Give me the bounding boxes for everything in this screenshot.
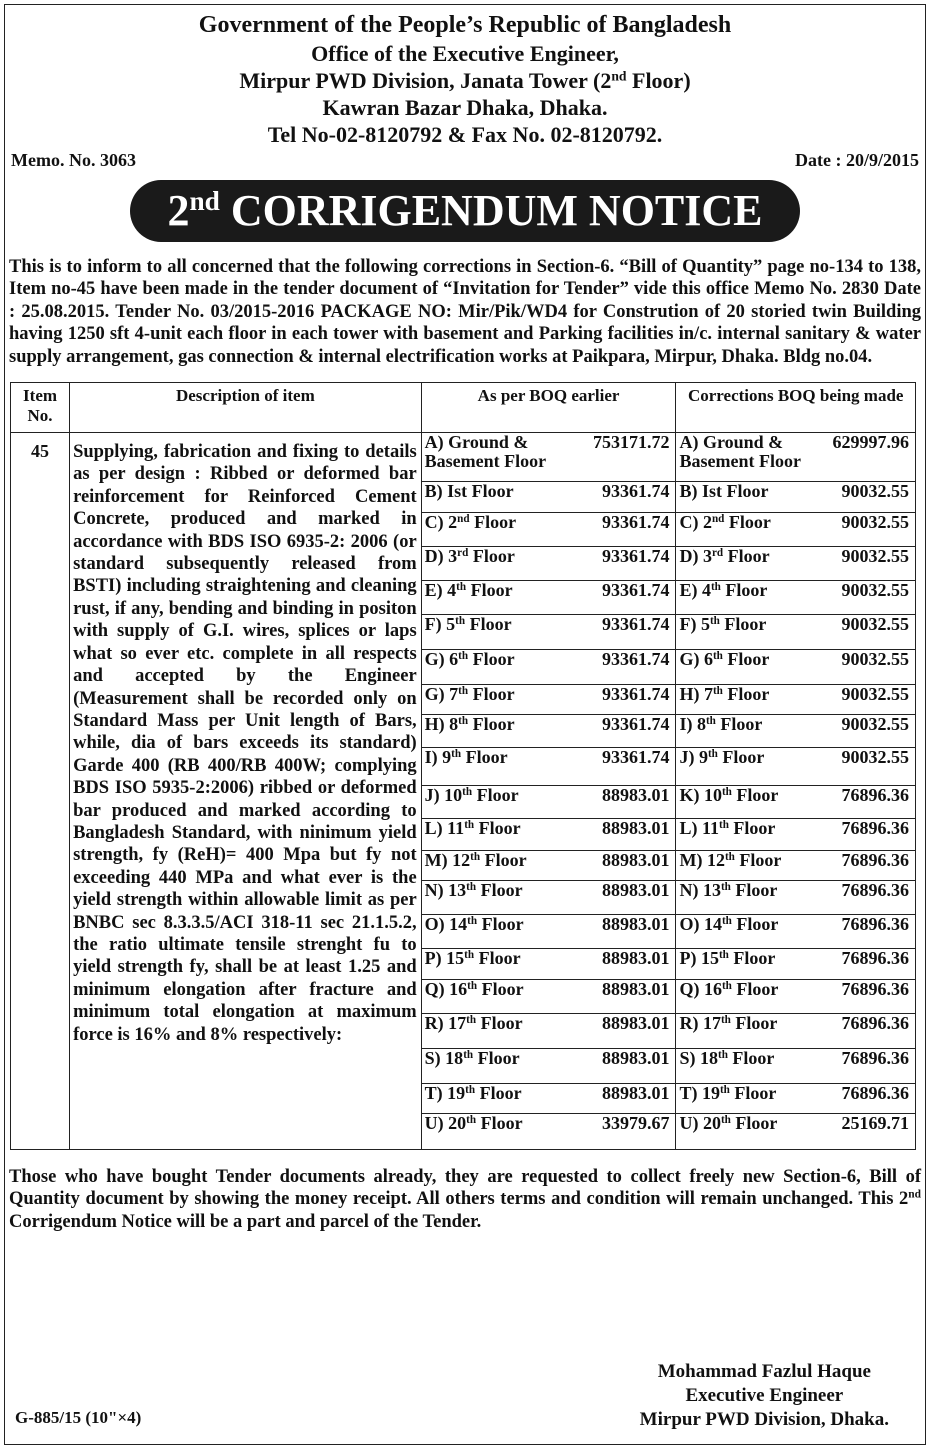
floor-row	[676, 1013, 915, 1048]
city-address: Kawran Bazar Dhaka, Dhaka.	[322, 95, 608, 120]
floor-label: L) 11th Floor	[676, 818, 820, 850]
signatory-name: Mohammad Fazlul Haque	[657, 1361, 871, 1382]
floor-row	[676, 512, 915, 546]
floor-label: M) 12th Floor	[676, 850, 820, 880]
floor-row	[676, 433, 915, 481]
floor-amount: 88983.01	[565, 948, 675, 979]
floor-amount: 76896.36	[820, 880, 915, 914]
floor-amount: 90032.55	[820, 580, 915, 614]
floor-row	[676, 979, 915, 1013]
corrected-floor-list	[676, 433, 915, 1149]
floor-row	[422, 614, 676, 649]
floor-amount: 25169.71	[841, 1112, 909, 1133]
floor-amount: 76896.36	[820, 850, 915, 880]
floor-label: D) 3rd Floor	[676, 546, 820, 580]
floor-row	[422, 747, 676, 785]
header-item-no: Item No.	[11, 383, 70, 433]
floor-label: L) 11th Floor	[422, 818, 566, 850]
memo-number: Memo. No. 3063	[11, 150, 136, 170]
floor-label: S) 18th Floor	[422, 1048, 566, 1083]
floor-label: U) 20th Floor	[679, 1112, 778, 1133]
floor-label: P) 15th Floor	[676, 948, 820, 979]
floor-amount: 629997.96	[820, 433, 915, 481]
floor-row	[676, 785, 915, 818]
floor-amount: 76896.36	[820, 818, 915, 850]
floor-row	[676, 714, 915, 747]
floor-row	[676, 1048, 915, 1083]
floor-label: E) 4th Floor	[676, 580, 820, 614]
floor-label: E) 4th Floor	[422, 580, 566, 614]
floor-row	[422, 979, 676, 1013]
floor-label: R) 17th Floor	[422, 1013, 566, 1048]
floor-amount: 76896.36	[820, 1048, 915, 1083]
floor-label: R) 17th Floor	[676, 1013, 820, 1048]
floor-amount: 90032.55	[820, 614, 915, 649]
floor-amount: 90032.55	[820, 684, 915, 714]
item-number: 45	[11, 433, 70, 1150]
notice-date: Date : 20/9/2015	[795, 150, 919, 170]
floor-label: J) 9th Floor	[676, 747, 820, 785]
floor-amount: 90032.55	[820, 512, 915, 546]
floor-label: O) 14th Floor	[676, 914, 820, 948]
floor-label: C) 2nd Floor	[422, 512, 566, 546]
floor-row	[422, 512, 676, 546]
floor-label: Q) 16th Floor	[422, 979, 566, 1013]
floor-row	[676, 948, 915, 979]
floor-label: G) 7th Floor	[422, 684, 566, 714]
floor-label: J) 10th Floor	[422, 785, 566, 818]
item-description: Supplying, fabrication and fixing to details as per design : Ribbed or deformed bar reinforcement for Reinforced Cement Concrete, produced and marked in accordance with BDS ISO 6935-2: 2006 (or standard subsequently released from BSTI) including straightening and cleaning rust, if any, bending and binding in positon with supply of G.I. wires, splices or laps what so ever etc. complete in all respects and accepted by the Engineer (Measurement shall be recorded only on Standard Mass per Unit length of Bars, while, dia of bars exceeds its standard) Garde 400 (RB 400/RB 400W; complying BDS ISO 5935-2:2006) ribbed or deformed bar produced and marked according to Bangladesh Standard, with ninimum yield strength, fy (ReH)= 400 Mpa but fy not exceeding 440 MPa and what ever is the yield strength within allowable limit as per BNBC sec 8.3.3.5/ACI 318-11 sec 21.1.5.2, the ratio ultimate tensile strenght fu to yield strength fy, shall be at least 1.25 and minimum elongation after fracture and minimum total elongation at maximum force is 16% and 8% respectively:	[70, 433, 422, 1150]
floor-row	[676, 481, 915, 512]
header-earlier: As per BOQ earlier	[421, 383, 676, 433]
floor-row	[676, 818, 915, 850]
floor-label: K) 10th Floor	[676, 785, 820, 818]
earlier-floor-list	[422, 433, 676, 1149]
floor-row	[676, 914, 915, 948]
floor-row	[422, 481, 676, 512]
floor-amount: 76896.36	[820, 948, 915, 979]
floor-label: B) Ist Floor	[676, 481, 820, 512]
signatory-title: Executive Engineer	[685, 1385, 844, 1406]
floor-label: H) 8th Floor	[422, 714, 566, 747]
floor-row	[422, 948, 676, 979]
floor-row	[422, 914, 676, 948]
signature-block	[640, 1360, 889, 1432]
floor-amount: 93361.74	[565, 614, 675, 649]
floor-amount: 88983.01	[565, 880, 675, 914]
floor-label: Q) 16th Floor	[676, 979, 820, 1013]
floor-row	[422, 1113, 676, 1149]
floor-label: M) 12th Floor	[422, 850, 566, 880]
floor-label: A) Ground & Basement Floor	[422, 433, 566, 481]
notice-page	[4, 4, 926, 1445]
floor-row	[676, 880, 915, 914]
floor-label: I) 9th Floor	[422, 747, 566, 785]
floor-amount: 88983.01	[565, 1048, 675, 1083]
memo-date-row	[5, 150, 925, 171]
floor-row	[422, 546, 676, 580]
floor-row	[422, 649, 676, 684]
floor-label: N) 13th Floor	[422, 880, 566, 914]
floor-label: G) 6th Floor	[676, 649, 820, 684]
floor-row	[422, 1048, 676, 1083]
floor-amount: 76896.36	[820, 914, 915, 948]
floor-row	[676, 580, 915, 614]
notice-banner: 2nd CORRIGENDUM NOTICE	[130, 180, 800, 242]
office-title: Office of the Executive Engineer,	[311, 41, 619, 66]
floor-label: P) 15th Floor	[422, 948, 566, 979]
floor-row	[422, 880, 676, 914]
government-title: Government of the People’s Republic of Bangladesh	[198, 12, 732, 38]
floor-label: I) 8th Floor	[676, 714, 820, 747]
table-row	[11, 433, 916, 1150]
earlier-column	[421, 433, 676, 1150]
floor-row	[676, 850, 915, 880]
floor-amount: 93361.74	[565, 714, 675, 747]
govt-code: G-885/15 (10"×4)	[15, 1408, 142, 1427]
floor-amount: 90032.55	[820, 481, 915, 512]
floor-amount: 93361.74	[565, 649, 675, 684]
floor-amount: 93361.74	[565, 747, 675, 785]
floor-amount: 76896.36	[820, 1013, 915, 1048]
header-corrections: Corrections BOQ being made	[676, 383, 916, 433]
floor-row	[422, 433, 676, 481]
floor-amount: 753171.72	[565, 433, 675, 481]
floor-row	[422, 1013, 676, 1048]
floor-row	[422, 580, 676, 614]
floor-amount: 93361.74	[565, 481, 675, 512]
floor-amount: 88983.01	[565, 914, 675, 948]
floor-amount: 88983.01	[565, 850, 675, 880]
floor-label: F) 5th Floor	[422, 614, 566, 649]
floor-label: G) 6th Floor	[422, 649, 566, 684]
floor-amount: 90032.55	[820, 747, 915, 785]
floor-amount: 33979.67	[601, 1112, 670, 1133]
table-header-row	[11, 383, 916, 433]
letterhead	[5, 11, 925, 148]
floor-amount: 90032.55	[820, 649, 915, 684]
floor-row	[422, 785, 676, 818]
intro-paragraph: This is to inform to all concerned that the following corrections in Section-6. “Bill of Quantity” page no-134 to 138, Item no-45 have been made in the tender document of “Invitation for Tender” vide this office Memo No. 2830 Date : 25.08.2015. Tender No. 03/2015-2016 PACKAGE NO: Mir/Pik/WD4 for Constrution of 20 storied twin Building having 1250 sft 4-unit each floor in each tower with basement and Parking facilities in/c. internal sanitary & water supply arrangement, gas connection & internal electrification works at Paikpara, Mirpur, Dhaka. Bldg no.04.	[9, 257, 921, 367]
floor-row	[676, 1113, 915, 1149]
floor-row	[676, 684, 915, 714]
floor-amount: 88983.01	[565, 1083, 675, 1113]
floor-amount: 90032.55	[820, 546, 915, 580]
floor-row	[422, 1083, 676, 1113]
floor-amount: 88983.01	[565, 979, 675, 1013]
floor-label: T) 19th Floor	[676, 1083, 820, 1113]
floor-label: F) 5th Floor	[676, 614, 820, 649]
corrected-column	[676, 433, 916, 1150]
floor-label: A) Ground & Basement Floor	[676, 433, 820, 481]
floor-amount: 88983.01	[565, 785, 675, 818]
floor-row	[676, 614, 915, 649]
floor-amount: 90032.55	[820, 714, 915, 747]
floor-label: O) 14th Floor	[422, 914, 566, 948]
footer-paragraph: Those who have bought Tender documents already, they are requested to collect freely new Section-6, Bill of Quantity document by showing the money receipt. All others terms and condition will remain unchanged. This 2nd Corrigendum Notice will be a part and parcel of the Tender.	[9, 1167, 921, 1232]
floor-row	[422, 714, 676, 747]
contact-line: Tel No-02-8120792 & Fax No. 02-8120792.	[267, 122, 663, 147]
banner-wrap	[5, 180, 925, 242]
floor-label: N) 13th Floor	[676, 880, 820, 914]
floor-amount: 88983.01	[565, 1013, 675, 1048]
floor-label: D) 3rd Floor	[422, 546, 566, 580]
floor-amount: 93361.74	[565, 512, 675, 546]
floor-row	[676, 1083, 915, 1113]
floor-row	[676, 649, 915, 684]
header-description: Description of item	[70, 383, 422, 433]
division-address: Mirpur PWD Division, Janata Tower (2nd Floor)	[239, 68, 691, 93]
floor-label: H) 7th Floor	[676, 684, 820, 714]
boq-table	[10, 382, 916, 1150]
floor-amount: 93361.74	[565, 546, 675, 580]
floor-row	[676, 747, 915, 785]
floor-amount: 93361.74	[565, 580, 675, 614]
floor-amount: 76896.36	[820, 1083, 915, 1113]
floor-label: U) 20th Floor	[424, 1112, 523, 1133]
floor-row	[422, 850, 676, 880]
floor-row	[422, 684, 676, 714]
floor-row	[422, 818, 676, 850]
floor-amount: 76896.36	[820, 979, 915, 1013]
floor-amount: 88983.01	[565, 818, 675, 850]
signatory-office: Mirpur PWD Division, Dhaka.	[639, 1409, 889, 1430]
floor-row	[676, 546, 915, 580]
floor-amount: 76896.36	[820, 785, 915, 818]
floor-amount: 93361.74	[565, 684, 675, 714]
floor-label: B) Ist Floor	[422, 481, 566, 512]
floor-label: T) 19th Floor	[422, 1083, 566, 1113]
floor-label: S) 18th Floor	[676, 1048, 820, 1083]
floor-label: C) 2nd Floor	[676, 512, 820, 546]
